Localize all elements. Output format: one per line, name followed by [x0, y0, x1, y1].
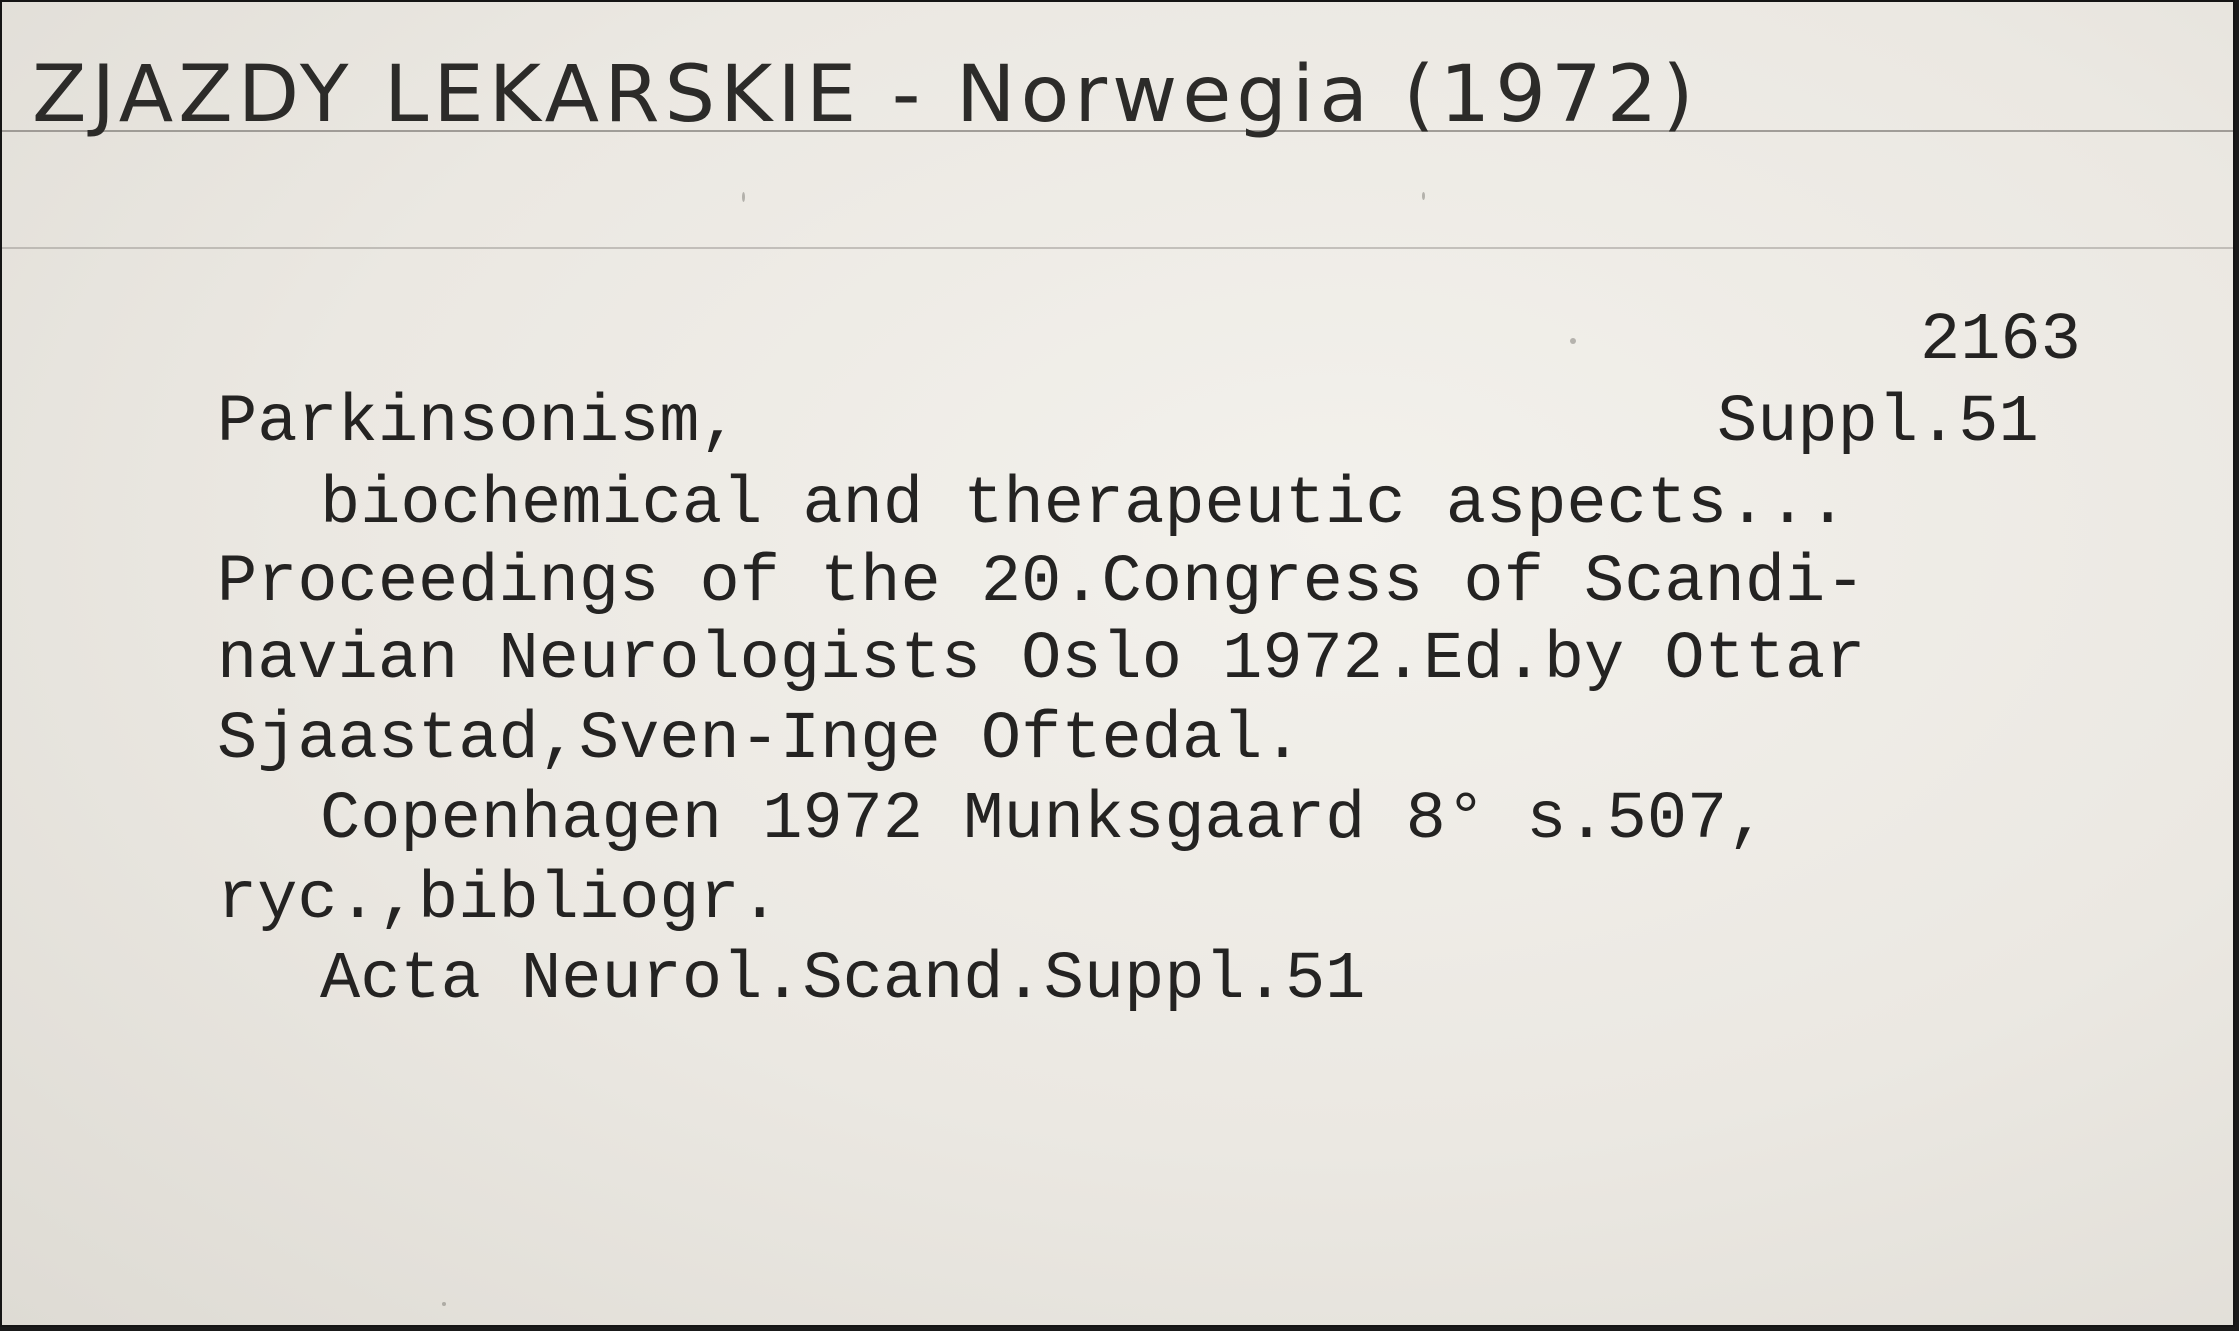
paper-speck: [1422, 192, 1425, 200]
description-line: Proceedings of the 20.Congress of Scandi-: [217, 545, 1866, 621]
shelfmark: Suppl.51: [1717, 385, 2039, 461]
description-line: Sjaastad,Sven-Inge Oftedal.: [217, 702, 1303, 778]
catalog-number: 2163: [1920, 303, 2081, 379]
paper-speck: [442, 1302, 446, 1306]
subtitle-line: biochemical and therapeutic aspects...: [320, 467, 1848, 543]
title-line: Parkinsonism,: [217, 385, 740, 461]
imprint-line: ryc.,bibliogr.: [217, 862, 780, 938]
description-line: navian Neurologists Oslo 1972.Ed.by Ottar: [217, 622, 1866, 698]
subject-heading: ZJAZDY LEKARSKIE - Norwegia (1972): [32, 50, 1699, 140]
paper-speck: [1570, 338, 1576, 344]
paper-speck: [742, 192, 745, 202]
series-line: Acta Neurol.Scand.Suppl.51: [320, 942, 1366, 1018]
imprint-line: Copenhagen 1972 Munksgaard 8° s.507,: [320, 782, 1768, 858]
ruled-line: [2, 247, 2235, 249]
